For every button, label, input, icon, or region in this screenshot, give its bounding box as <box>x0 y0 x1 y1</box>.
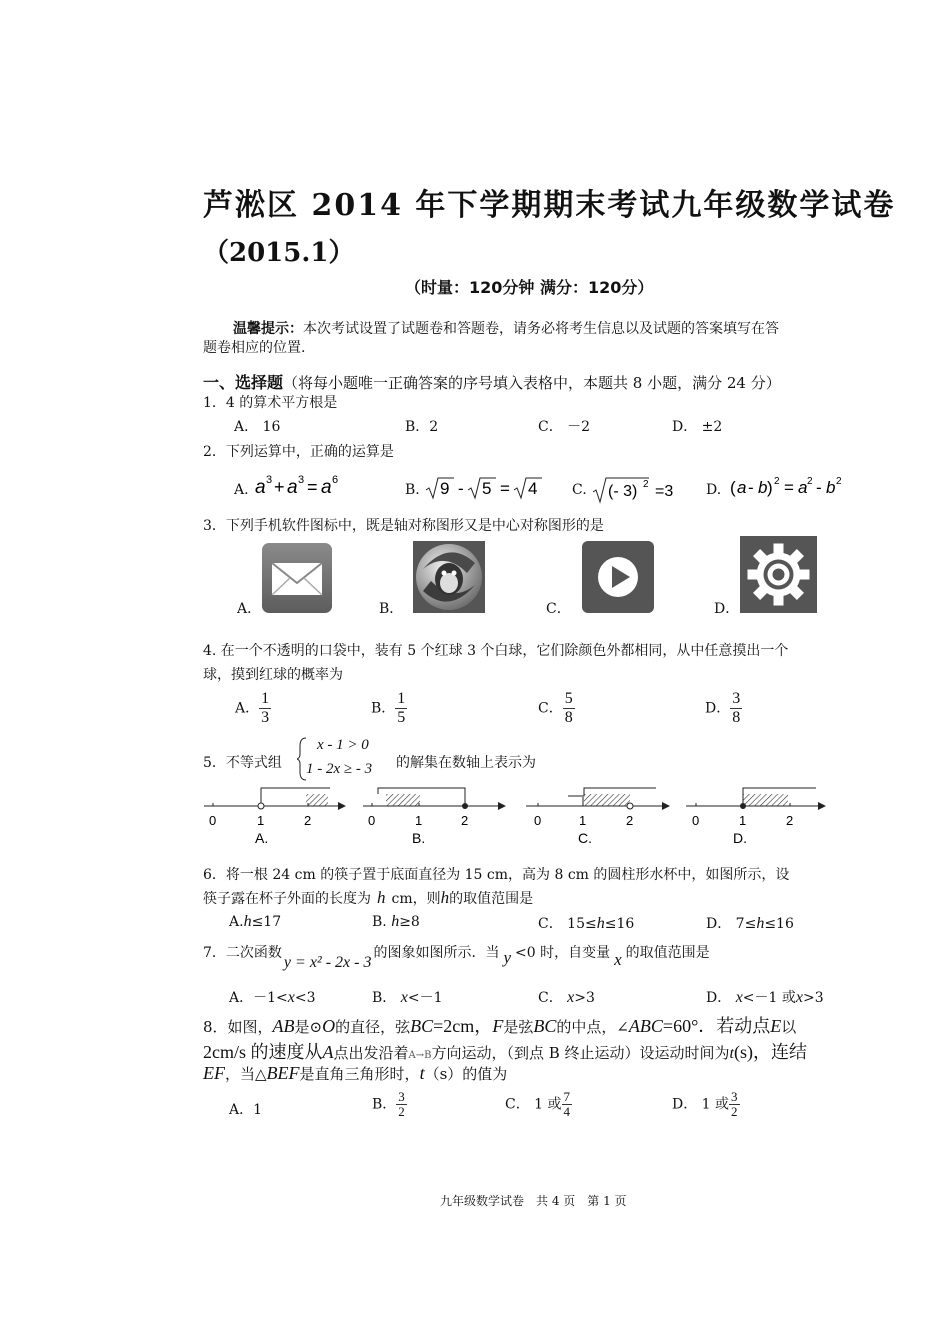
q6-d-h: h <box>756 915 765 932</box>
q4-option-b <box>371 690 407 727</box>
q8-l2c: 方向运动，（到点 B 终止运动）设运动时间为 <box>431 1044 730 1062</box>
svg-text:4: 4 <box>528 479 538 498</box>
q7-stem <box>203 942 710 971</box>
q6-option-a <box>229 913 281 931</box>
q3-option-b: B． <box>379 601 404 617</box>
q7-var-x: x <box>614 950 622 969</box>
q1-stem: 1．4 的算术平方根是 <box>203 395 338 411</box>
q6-a-h: h <box>243 913 252 930</box>
exam-meta: （时量：120分钟 满分：120分） <box>405 278 654 297</box>
q6-d-label: D． 7≤ <box>706 916 757 932</box>
q3-option-c: C． <box>546 601 571 617</box>
q4-c-num: 5 <box>564 690 573 707</box>
svg-text:(- 3): (- 3) <box>608 483 638 500</box>
svg-text:a: a <box>255 477 266 498</box>
q8-c-label: C． 1 或 <box>505 1096 562 1113</box>
q1-option-a: A． 16 <box>234 419 281 435</box>
q6-stem-2b: cm，则 <box>391 891 441 907</box>
svg-text:=: = <box>500 479 511 498</box>
q8-l3c: 是直角三角形时， <box>299 1065 420 1083</box>
svg-text:=: = <box>307 477 318 497</box>
q7-c-x: x <box>567 989 575 1006</box>
q8-option-d <box>672 1090 740 1119</box>
q7-b-text: <－1 <box>407 990 443 1006</box>
q8-c-den: 4 <box>563 1104 571 1119</box>
q2-c-label: C. <box>572 482 587 498</box>
svg-text:a: a <box>321 477 332 498</box>
number-line-d <box>686 788 826 846</box>
tick-2: 2 <box>461 813 469 828</box>
q8-d-frac <box>729 1090 740 1119</box>
q6-stem-1: 6．将一根 24 cm 的筷子置于底面直径为 15 cm，高为 8 cm 的圆柱形水杯中，如图所示，设 <box>203 867 790 883</box>
q8-l1e: 是弦 <box>503 1018 534 1036</box>
tick-2: 2 <box>786 813 794 828</box>
q8-option-b <box>372 1090 407 1119</box>
q8-ef: EF <box>203 1063 225 1083</box>
tick-2: 2 <box>304 813 312 828</box>
q7-option-d <box>706 987 824 1007</box>
q4-option-a <box>235 690 271 727</box>
q7-b-x: x <box>400 989 408 1006</box>
q7-a-label: A．－1< <box>229 990 288 1006</box>
tip-text-1: 本次考试设置了试题卷和答题卷，请务必将考生信息以及试题的答案填写在答 <box>303 321 779 337</box>
q7-option-b <box>372 987 443 1007</box>
q3-stem: 3．下列手机软件图标中，既是轴对称图形又是中心对称图形的是 <box>203 518 604 534</box>
svg-text:=: = <box>783 478 794 497</box>
q8-ab: AB <box>272 1016 295 1036</box>
q8-l1h: 以 <box>781 1018 797 1036</box>
q7-stem-1: 7．二次函数 <box>203 945 282 961</box>
q6-c-label: C． 15≤ <box>538 916 597 932</box>
tick-1: 1 <box>579 813 587 828</box>
number-line-c <box>526 788 670 846</box>
q1-option-c: C． －2 <box>538 419 591 435</box>
q8-option-c <box>505 1090 572 1119</box>
q4-c-den: 8 <box>564 709 573 726</box>
q5-stem-pre: 5．不等式组 <box>203 755 282 771</box>
q2-a-label: A. <box>234 482 249 498</box>
svg-text:5: 5 <box>482 479 492 498</box>
q8-path: A→B <box>408 1050 432 1061</box>
svg-text:9: 9 <box>440 479 450 498</box>
svg-text:-: - <box>815 478 822 497</box>
q8-option-a: A．1 <box>229 1102 263 1118</box>
label-a: A. <box>255 830 269 846</box>
svg-text:a: a <box>287 477 298 498</box>
q8-l1g: =60°．若动点 <box>662 1016 771 1036</box>
q8-d-label: D． 1 或 <box>672 1096 730 1113</box>
q5-number-lines <box>200 783 840 849</box>
number-line-a <box>204 788 346 846</box>
q2-option-c <box>572 474 701 504</box>
q8-t: t <box>729 1045 734 1062</box>
q8-line-2 <box>203 1038 807 1064</box>
q6-stem-2 <box>203 888 533 908</box>
section-title: 一、选择题 <box>203 373 284 392</box>
svg-text:=3: =3 <box>655 483 674 500</box>
q8-d-den: 2 <box>731 1104 738 1119</box>
q6-option-d <box>706 913 794 933</box>
q7-d-x2: x <box>795 989 803 1006</box>
page-footer: 九年级数学试卷 共 4 页 第 1 页 <box>440 1194 627 1208</box>
label-b: B. <box>412 830 426 846</box>
q2-a-formula <box>253 474 353 500</box>
q6-stem-2a: 筷子露在杯子外面的长度为 <box>203 891 371 907</box>
tick-0: 0 <box>368 813 376 828</box>
section-heading <box>203 370 781 393</box>
q6-a-label: A. <box>229 914 244 930</box>
q6-option-b <box>372 913 420 931</box>
q7-a-x: x <box>287 989 295 1006</box>
q1-option-d: D． ±2 <box>672 419 723 435</box>
svg-text:a: a <box>797 478 808 497</box>
q8-b-num: 3 <box>398 1089 405 1104</box>
q4-b-den: 5 <box>397 709 406 726</box>
svg-text:6: 6 <box>332 474 339 486</box>
svg-text:2: 2 <box>835 476 842 487</box>
section-note: （将每小题唯一正确答案的序号填入表格中，本题共 8 小题，满分 24 分） <box>283 374 781 392</box>
q3-option-a: A． <box>237 601 262 617</box>
q6-c-text: ≤16 <box>604 916 635 932</box>
q7-d-text: <－1 或 <box>742 990 796 1006</box>
q7-d-x: x <box>735 989 743 1006</box>
q4-stem-1: 4. 在一个不透明的口袋中，装有 5 个红球 3 个白球，它们除颜色外都相同，从中任意摸出一个 <box>203 643 789 659</box>
tip-label: 温馨提示： <box>233 321 303 337</box>
q8-l1d: =2cm， <box>433 1016 493 1036</box>
svg-text:b: b <box>825 478 836 497</box>
q4-a-den: 3 <box>261 709 270 726</box>
q8-bc2: BC <box>533 1016 557 1036</box>
svg-text:3: 3 <box>266 474 273 486</box>
q7-stem-4: 的取值范围是 <box>625 945 710 961</box>
q8-l1f: 的中点，∠ <box>556 1018 629 1036</box>
q4-b-label: B． <box>371 700 396 717</box>
q7-c-text: >3 <box>574 990 595 1006</box>
q7-b-label: B． <box>372 990 397 1006</box>
tip-text-2: 题卷相应的位置. <box>203 340 306 356</box>
q4-c-label: C． <box>538 700 563 717</box>
tick-0: 0 <box>692 813 700 828</box>
play-icon <box>582 541 654 613</box>
q8-b-den: 2 <box>398 1104 405 1119</box>
q4-b-frac <box>395 690 407 727</box>
q8-l1a: 8．如图， <box>203 1018 273 1036</box>
q4-a-frac <box>259 690 271 727</box>
tick-1: 1 <box>739 813 747 828</box>
q8-a: A <box>322 1042 334 1062</box>
tick-1: 1 <box>257 813 265 828</box>
q4-d-num: 3 <box>732 690 741 707</box>
svg-text:+: + <box>274 477 285 497</box>
q2-c-formula <box>591 474 701 504</box>
q7-a-text: <3 <box>294 990 316 1006</box>
q8-l2b: 点出发沿着 <box>333 1044 409 1062</box>
q5-ineq-1: x - 1 > 0 <box>317 737 369 753</box>
q1-option-b: B．2 <box>405 419 439 435</box>
q6-d-text: ≤16 <box>764 916 794 932</box>
q8-b-frac <box>396 1090 407 1119</box>
q8-d-num: 3 <box>731 1089 738 1104</box>
svg-text:2: 2 <box>773 476 780 487</box>
q5-stem-post: 的解集在数轴上表示为 <box>396 755 536 771</box>
q8-bc: BC <box>410 1016 434 1036</box>
q8-line-1 <box>203 1012 796 1038</box>
svg-text:-: - <box>458 479 464 498</box>
q4-a-label: A． <box>235 700 260 717</box>
q6-option-c <box>538 913 634 933</box>
tick-0: 0 <box>534 813 542 828</box>
q7-option-a <box>229 987 316 1007</box>
q2-option-d <box>706 474 886 500</box>
tip-line-1 <box>233 318 779 338</box>
svg-text:(: ( <box>729 478 736 497</box>
q4-a-num: 1 <box>261 690 270 707</box>
q6-b-label: B. <box>372 914 387 930</box>
q2-b-label: B. <box>405 482 420 498</box>
q4-stem-2: 球，摸到红球的概率为 <box>203 667 343 683</box>
q7-option-c <box>538 987 595 1007</box>
q4-d-den: 8 <box>732 709 741 726</box>
q2-stem: 2．下列运算中，正确的运算是 <box>203 444 394 460</box>
page-title: 芦淞区 2014 年下学期期末考试九年级数学试卷 <box>203 188 896 223</box>
q8-l2d: (s)，连结 <box>733 1042 807 1062</box>
number-line-b <box>363 788 506 846</box>
label-c: C. <box>578 830 592 846</box>
q7-d-text-2: >3 <box>803 990 824 1006</box>
q3-option-d: D． <box>714 601 740 617</box>
q6-c-h: h <box>596 915 605 932</box>
label-d: D. <box>733 830 747 846</box>
q7-var-y: y <box>503 948 512 967</box>
q4-option-d <box>705 690 742 727</box>
q4-b-num: 1 <box>397 690 406 707</box>
q4-d-label: D． <box>705 700 731 717</box>
q6-b-text: ≥8 <box>399 914 420 930</box>
q4-option-c <box>538 690 575 727</box>
q4-d-frac <box>730 690 742 727</box>
tick-1: 1 <box>415 813 423 828</box>
svg-text:b: b <box>757 478 768 497</box>
q8-o: O <box>322 1016 336 1036</box>
q8-l2a: 2cm/s 的速度从 <box>203 1042 323 1062</box>
q8-c-num: 7 <box>563 1089 571 1104</box>
q2-d-label: D. <box>706 482 722 498</box>
q8-line-3 <box>203 1063 507 1084</box>
q2-d-formula <box>726 474 886 500</box>
q6-stem-2c: 的取值范围是 <box>449 891 534 907</box>
envelope-icon <box>262 543 332 613</box>
penguin-icon <box>413 541 485 613</box>
svg-text:3: 3 <box>298 474 305 486</box>
q4-c-frac <box>563 690 575 727</box>
q5-ineq-2: 1 - 2x ≥ - 3 <box>306 761 373 777</box>
svg-text:2: 2 <box>643 479 649 490</box>
svg-text:a: a <box>736 478 747 497</box>
q8-l1b: 是⊙ <box>294 1018 323 1036</box>
tick-0: 0 <box>209 813 217 828</box>
q7-function: y = x² - 2x - 3 <box>283 954 372 971</box>
q8-bef: BEF <box>266 1063 300 1083</box>
q6-var-h2: h <box>440 888 450 907</box>
q7-stem-3: <0 时，自变量 <box>515 945 611 961</box>
q6-b-h: h <box>391 913 400 930</box>
svg-text:-: - <box>747 478 754 497</box>
q7-stem-2: 的图象如图所示．当 <box>373 945 500 961</box>
q8-l3b: ，当△ <box>225 1065 267 1083</box>
tick-2: 2 <box>626 813 634 828</box>
exam-date: （2015.1） <box>203 238 355 268</box>
q8-l1c: 的直径，弦 <box>335 1018 411 1036</box>
q2-option-b <box>405 474 554 502</box>
q8-c-frac <box>562 1090 573 1119</box>
q8-f: F <box>492 1016 504 1036</box>
gear-icon <box>740 536 817 613</box>
q7-c-label: C． <box>538 990 563 1006</box>
q6-var-h: h <box>377 888 386 907</box>
q8-l3d: （s）的值为 <box>424 1065 508 1083</box>
q2-b-formula <box>424 474 554 502</box>
q8-t2: t <box>419 1063 425 1083</box>
q6-a-text: ≤17 <box>251 914 282 930</box>
q8-abc: ABC <box>628 1016 663 1036</box>
q8-b-label: B． <box>372 1096 397 1113</box>
q7-d-label: D． <box>706 990 732 1006</box>
svg-text:): ) <box>766 478 773 497</box>
q2-option-a <box>234 474 353 500</box>
svg-text:2: 2 <box>806 476 813 487</box>
q8-e: E <box>770 1016 782 1036</box>
